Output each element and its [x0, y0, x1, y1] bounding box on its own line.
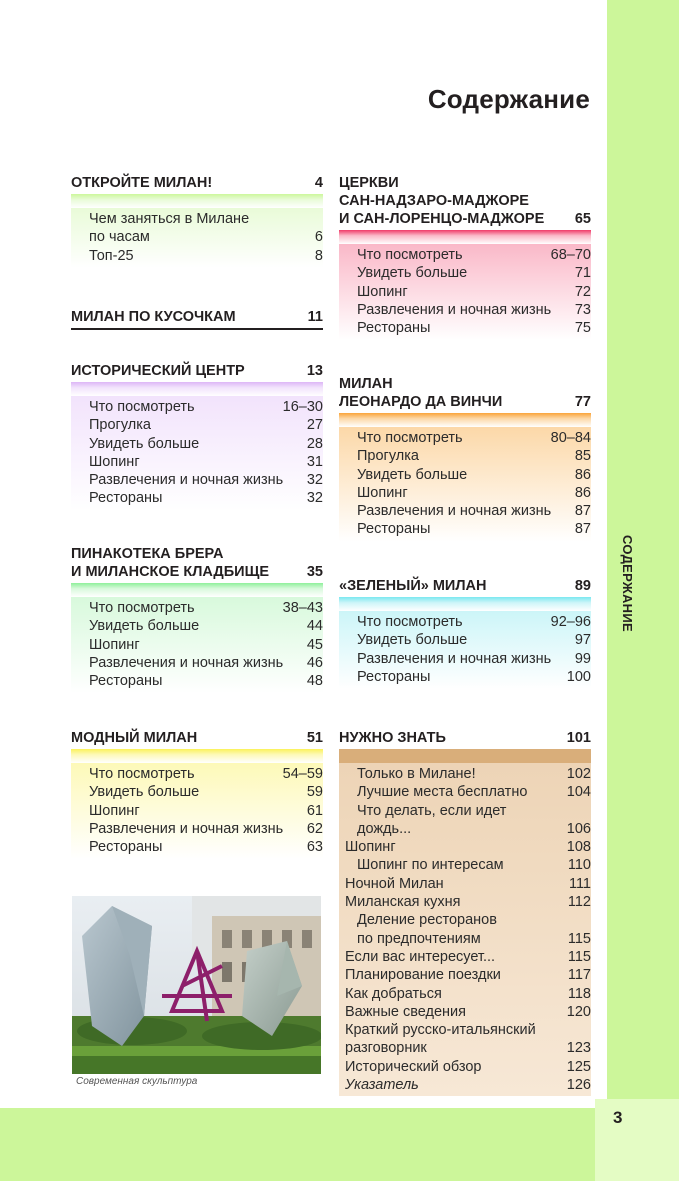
toc-entry[interactable]: [357, 283, 591, 301]
toc-entry-label: Важные сведения: [345, 1003, 466, 1020]
section-title-line: И САН-ЛОРЕНЦО-МАДЖОРЕ: [339, 211, 545, 227]
section-heading[interactable]: [71, 362, 323, 382]
section-title: ИСТОРИЧЕСКИЙ ЦЕНТР: [71, 363, 245, 379]
toc-entry-page: 117: [567, 967, 591, 984]
toc-entry-page: 31: [306, 453, 323, 470]
toc-entry[interactable]: [345, 1003, 591, 1021]
section-historic: [71, 362, 323, 511]
toc-entry-label: Рестораны: [357, 668, 431, 685]
section-pieces: [71, 308, 323, 330]
section-page: 51: [306, 730, 323, 746]
toc-entry-label: Увидеть больше: [89, 618, 200, 635]
toc-entry-label: разговорник: [345, 1040, 427, 1057]
toc-entry-page: 126: [566, 1077, 591, 1094]
toc-entry-label: Указатель: [345, 1077, 419, 1094]
toc-entry-label: Шопинг: [357, 283, 408, 300]
toc-entry[interactable]: [357, 466, 591, 484]
toc-entry-page: 123: [566, 1040, 591, 1057]
toc-entry[interactable]: [89, 435, 323, 453]
toc-entry-page: 6: [314, 229, 323, 246]
toc-entry-label: Что посмотреть: [89, 766, 195, 782]
toc-entry-label: Если вас интересует...: [345, 948, 496, 965]
section-color-band: [339, 597, 591, 611]
toc-entry-label: Что посмотреть: [89, 600, 195, 616]
toc-entry-label: Рестораны: [89, 839, 163, 856]
toc-entry-page: 8: [314, 247, 323, 264]
section-brera: [71, 545, 323, 693]
toc-entry-page: 112: [567, 894, 591, 911]
section-color-band: [71, 382, 323, 396]
toc-entry-label: Рестораны: [357, 320, 431, 337]
toc-entry-page: 97: [574, 632, 591, 649]
toc-entry-page: 54–59: [282, 766, 323, 782]
toc-entry-page: 115: [567, 948, 591, 965]
toc-entry-label: дождь...: [357, 820, 412, 837]
toc-entry[interactable]: [345, 948, 591, 966]
toc-entry-label: Миланская кухня: [345, 894, 461, 911]
section-entries: [71, 208, 323, 268]
toc-entry[interactable]: [357, 820, 591, 838]
toc-entry[interactable]: [89, 654, 323, 672]
toc-entry[interactable]: [357, 650, 591, 668]
toc-entry[interactable]: [357, 802, 591, 820]
toc-entry[interactable]: [357, 319, 591, 337]
toc-entry[interactable]: [89, 765, 323, 783]
toc-entry[interactable]: [357, 911, 591, 929]
toc-entry-page: 92–96: [550, 614, 591, 630]
section-page: 4: [314, 175, 323, 191]
toc-entry[interactable]: [345, 875, 591, 893]
toc-entry-page: 38–43: [282, 600, 323, 616]
toc-entry[interactable]: [345, 985, 591, 1003]
toc-entry[interactable]: [357, 930, 591, 948]
section-color-band: [339, 413, 591, 427]
section-title: «ЗЕЛЕНЫЙ» МИЛАН: [339, 578, 487, 594]
toc-entry-label: Развлечения и ночная жизнь: [357, 301, 552, 318]
toc-entry-page: 28: [306, 435, 323, 452]
section-title: МОДНЫЙ МИЛАН: [71, 730, 198, 746]
toc-entry[interactable]: [357, 246, 591, 264]
toc-entry-page: 48: [306, 673, 323, 690]
toc-entry-label: Увидеть больше: [89, 435, 200, 452]
section-title-line: САН-НАДЗАРО-МАДЖОРЕ: [339, 193, 529, 209]
toc-entry-label: Шопинг по интересам: [357, 857, 504, 874]
toc-entry-label: Рестораны: [89, 490, 163, 507]
section-know: [339, 729, 591, 1096]
section-green: [339, 577, 591, 689]
toc-entry-page: 63: [306, 839, 323, 856]
section-entries: [71, 597, 323, 693]
toc-entry-label: Что посмотреть: [357, 430, 463, 446]
toc-entry-page: 72: [574, 283, 591, 300]
section-discover: [71, 174, 323, 268]
section-page: 101: [566, 730, 591, 746]
toc-entry-label: Развлечения и ночная жизнь: [89, 472, 284, 489]
toc-entry-page: 68–70: [550, 247, 591, 263]
section-page: 89: [574, 578, 591, 594]
toc-entry[interactable]: [89, 599, 323, 617]
section-page: 65: [574, 211, 591, 227]
section-churches: [339, 174, 591, 340]
photo-caption: Современная скульптура: [76, 1076, 198, 1087]
section-heading[interactable]: [71, 729, 323, 749]
section-heading[interactable]: [71, 545, 323, 583]
toc-entry-label: Чем заняться в Милане: [89, 211, 250, 227]
toc-entry[interactable]: [89, 453, 323, 471]
toc-entry[interactable]: [357, 668, 591, 686]
toc-entry-label: Прогулка: [89, 417, 151, 434]
section-heading[interactable]: [71, 174, 323, 194]
section-heading[interactable]: [339, 174, 591, 230]
toc-entry-page: 100: [566, 668, 591, 685]
toc-entry-page: 111: [568, 875, 591, 892]
section-entries: [339, 244, 591, 340]
toc-entry[interactable]: [89, 471, 323, 489]
toc-entry[interactable]: [357, 856, 591, 874]
toc-entry[interactable]: [357, 520, 591, 538]
toc-entry-page: 120: [566, 1003, 591, 1020]
toc-entry[interactable]: [357, 783, 591, 801]
toc-entry-label: Исторический обзор: [345, 1058, 482, 1075]
toc-entry[interactable]: [89, 489, 323, 507]
toc-entry-page: 86: [574, 484, 591, 501]
toc-entry[interactable]: [345, 1021, 591, 1039]
toc-entry-page: 44: [306, 618, 323, 635]
toc-entry[interactable]: [89, 783, 323, 801]
toc-entry-page: 80–84: [550, 430, 591, 446]
section-entries: [71, 396, 323, 511]
section-entries: [339, 611, 591, 689]
toc-entry-label: Как добраться: [345, 985, 442, 1002]
toc-entry-label: по предпочтениям: [357, 930, 481, 947]
section-entries: [339, 427, 591, 542]
toc-entry-label: Шопинг: [357, 484, 408, 501]
section-title: ОТКРОЙТЕ МИЛАН!: [71, 175, 213, 191]
section-title: [339, 174, 569, 228]
sculpture-photo: [72, 896, 321, 1074]
toc-entry-label: Увидеть больше: [357, 265, 468, 282]
toc-entry-page: 62: [306, 820, 323, 837]
toc-entry[interactable]: [357, 264, 591, 282]
section-title-line: МИЛАН: [339, 376, 393, 392]
toc-entry[interactable]: [89, 247, 323, 265]
toc-entry[interactable]: [89, 210, 323, 228]
toc-entry-label: Увидеть больше: [89, 784, 200, 801]
section-color-band: [71, 194, 323, 208]
page-number-box: [595, 1099, 679, 1181]
toc-entry-label: Только в Милане!: [357, 766, 476, 782]
toc-entry[interactable]: [357, 429, 591, 447]
section-entries: [339, 763, 591, 1096]
toc-entry[interactable]: [357, 502, 591, 520]
toc-entry-label: Рестораны: [357, 521, 431, 538]
toc-entry[interactable]: [357, 613, 591, 631]
section-title-line: И МИЛАНСКОЕ КЛАДБИЩЕ: [71, 564, 270, 580]
section-heading[interactable]: [339, 375, 591, 413]
toc-entry-label: Ночной Милан: [345, 875, 444, 892]
toc-entry-label: Деление ресторанов: [357, 912, 497, 929]
toc-entry-label: Что делать, если идет: [357, 802, 507, 819]
toc-entry-page: 73: [574, 301, 591, 318]
toc-entry-page: 102: [566, 766, 591, 782]
section-title-line: ЦЕРКВИ: [339, 175, 399, 191]
toc-entry-page: 85: [574, 448, 591, 465]
toc-entry-label: Что посмотреть: [89, 399, 195, 415]
toc-entry-page: 104: [566, 784, 591, 801]
section-page: 11: [307, 309, 323, 325]
toc-entry-label: Развлечения и ночная жизнь: [89, 654, 284, 671]
side-tab-label: СОДЕРЖАНИЕ: [620, 535, 635, 632]
toc-entry-page: 106: [566, 820, 591, 837]
toc-entry[interactable]: [89, 820, 323, 838]
toc-entry-label: Развлечения и ночная жизнь: [357, 503, 552, 520]
section-page: 13: [306, 363, 323, 379]
toc-entry-label: Лучшие места бесплатно: [357, 784, 528, 801]
toc-entry[interactable]: [89, 802, 323, 820]
toc-entry-page: 16–30: [282, 399, 323, 415]
section-title: [71, 545, 301, 581]
toc-entry-label: Шопинг: [89, 453, 140, 470]
toc-entry[interactable]: [357, 484, 591, 502]
toc-entry[interactable]: [89, 672, 323, 690]
toc-entry[interactable]: [357, 765, 591, 783]
toc-entry[interactable]: [89, 838, 323, 856]
toc-entry-page: 99: [574, 650, 591, 667]
toc-entry-label: Увидеть больше: [357, 632, 468, 649]
toc-entry-page: 108: [566, 839, 591, 856]
toc-entry[interactable]: [345, 1039, 591, 1057]
toc-entry[interactable]: [345, 1076, 591, 1094]
section-heading[interactable]: [339, 729, 591, 749]
section-heading[interactable]: [71, 308, 323, 330]
toc-entry[interactable]: [89, 617, 323, 635]
toc-entry-label: Что посмотреть: [357, 614, 463, 630]
toc-entry-label: Развлечения и ночная жизнь: [357, 650, 552, 667]
section-fashion: [71, 729, 323, 859]
section-leonardo: [339, 375, 591, 542]
toc-entry-label: Что посмотреть: [357, 247, 463, 263]
toc-entry-page: 61: [306, 802, 323, 819]
toc-entry-label: Шопинг: [89, 636, 140, 653]
section-color-band: [339, 749, 591, 763]
toc-entry[interactable]: [357, 447, 591, 465]
page-number: 3: [613, 1108, 623, 1127]
toc-entry-page: 87: [574, 521, 591, 538]
toc-entry[interactable]: [357, 631, 591, 649]
toc-entry-label: Шопинг: [89, 802, 140, 819]
toc-entry-page: 32: [306, 472, 323, 489]
toc-entry-label: Увидеть больше: [357, 466, 468, 483]
section-heading[interactable]: [339, 577, 591, 597]
section-title-line: ПИНАКОТЕКА БРЕРА: [71, 546, 224, 562]
toc-entry-page: 75: [574, 320, 591, 337]
toc-entry-label: Планирование поездки: [345, 967, 501, 984]
toc-entry-label: Прогулка: [357, 448, 419, 465]
toc-entry-page: 125: [566, 1058, 591, 1075]
toc-entry[interactable]: [345, 838, 591, 856]
toc-entry-page: 71: [574, 265, 591, 282]
section-entries: [71, 763, 323, 859]
section-title-line: ЛЕОНАРДО ДА ВИНЧИ: [339, 394, 503, 410]
section-color-band: [339, 230, 591, 244]
toc-entry[interactable]: [345, 966, 591, 984]
toc-entry[interactable]: [345, 1058, 591, 1076]
toc-entry-page: 59: [306, 784, 323, 801]
toc-entry-page: 46: [306, 654, 323, 671]
section-page: 35: [306, 564, 323, 580]
toc-entry-page: 32: [306, 490, 323, 507]
toc-entry-page: 110: [567, 857, 591, 874]
toc-entry-label: Шопинг: [345, 839, 396, 856]
toc-entry-page: 27: [306, 417, 323, 434]
section-title: НУЖНО ЗНАТЬ: [339, 730, 446, 746]
section-page: 77: [574, 394, 591, 410]
section-title: [339, 375, 569, 411]
toc-entry[interactable]: [345, 893, 591, 911]
toc-entry-label: Краткий русско-итальянский: [345, 1022, 536, 1039]
toc-entry[interactable]: [89, 398, 323, 416]
section-title: МИЛАН ПО КУСОЧКАМ: [71, 309, 236, 325]
toc-entry[interactable]: [89, 416, 323, 434]
toc-entry-label: по часам: [89, 229, 150, 246]
toc-entry[interactable]: [89, 228, 323, 246]
toc-entry-label: Развлечения и ночная жизнь: [89, 820, 284, 837]
toc-entry[interactable]: [357, 301, 591, 319]
toc-entry-label: Топ-25: [89, 247, 134, 264]
section-color-band: [71, 583, 323, 597]
toc-entry-page: 45: [306, 636, 323, 653]
section-color-band: [71, 749, 323, 763]
toc-entry-page: 86: [574, 466, 591, 483]
bottom-band: [0, 1108, 595, 1181]
toc-entry-label: Рестораны: [89, 673, 163, 690]
toc-entry[interactable]: [89, 636, 323, 654]
page-title: Содержание: [427, 84, 590, 114]
toc-entry-page: 87: [574, 503, 591, 520]
toc-entry-page: 115: [567, 930, 591, 947]
toc-entry-page: 118: [567, 985, 591, 1002]
